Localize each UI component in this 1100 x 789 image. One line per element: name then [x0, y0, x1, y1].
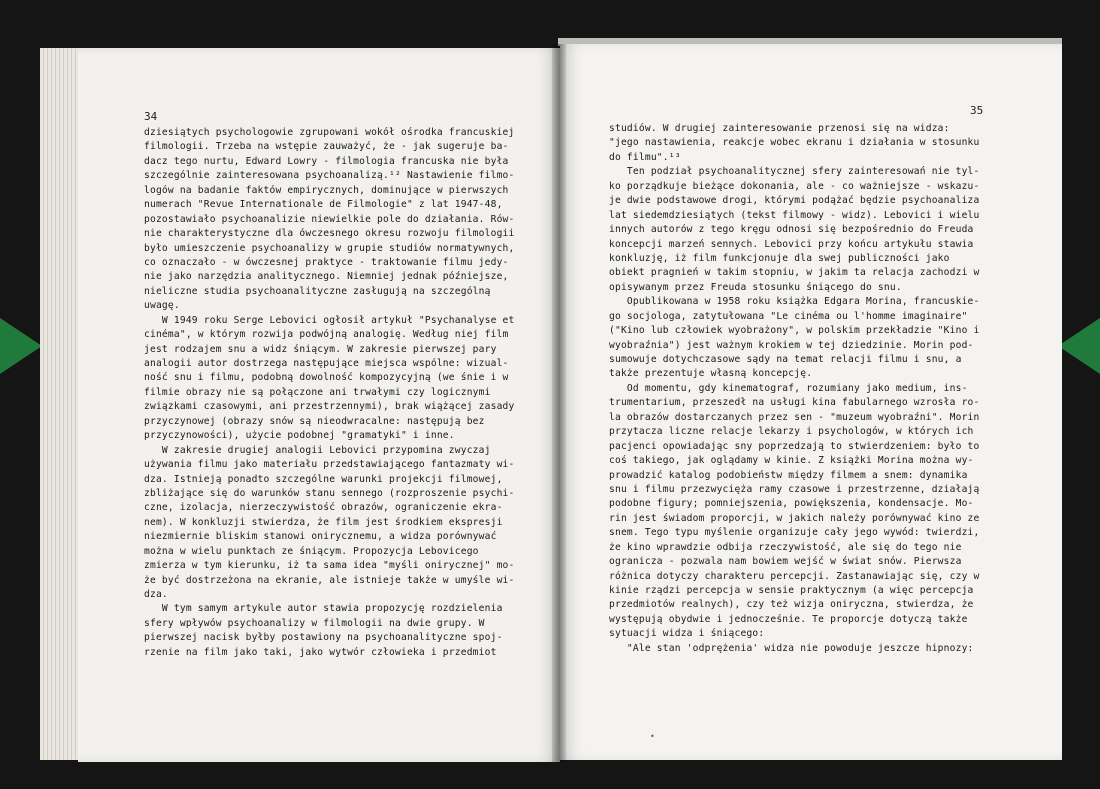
- text-line: do filmu".¹³: [609, 151, 681, 163]
- text-line: przytacza liczne relacje lekarzy i psychologów, w których ich: [609, 426, 974, 438]
- text-line: można w wielu punktach ze śniącym. Propozycja Lebovicego: [144, 545, 479, 557]
- text-line: ("Kino lub człowiek wyobrażony", w polskim przekładzie "Kino i: [609, 325, 980, 337]
- text-line: prowadzić katalog podobieństw między filmem a snem: dynamika: [609, 469, 968, 481]
- book-gutter: [552, 44, 566, 762]
- text-line: używania filmu jako materiału przedstawiającego fantazmaty wi-: [144, 459, 515, 471]
- text-line: sfery wpływów psychoanalizy w filmologii na dwie grupy. W: [144, 617, 485, 629]
- text-line: występują obydwie i jednocześnie. Te proporcje dotyczą także: [609, 613, 968, 625]
- text-line: ko porządkuje bieżące dokonania, ale - co ważniejsze - wskazu-: [609, 180, 980, 192]
- text-line: lat siedemdziesiątych (tekst filmowy - widz). Lebovici i wielu: [609, 209, 980, 221]
- text-line: jest rodzajem snu a widz śniącym. W zakresie pierwszej pary: [144, 343, 497, 355]
- text-line: przedmiotów realnych), czy też wizja oniryczna, stwierdza, że: [609, 599, 974, 611]
- text-line: dziesiątych psychologowie zgrupowani wokół ośrodka francuskiej: [144, 127, 515, 138]
- text-line: dza. Istnieją ponadto szczególne warunki projekcji filmowej,: [144, 473, 503, 485]
- text-line: niezmiernie bliskim stanowi onirycznemu, a widza porównywać: [144, 531, 497, 543]
- green-tab-left: [0, 318, 42, 374]
- text-line: że kino wprawdzie odbija rzeczywistość, ale się do tego nie: [609, 541, 962, 553]
- page-number-right: 35: [970, 104, 984, 117]
- text-line: W tym samym artykule autor stawia propozycję rozdzielenia: [144, 603, 503, 615]
- text-line: studiów. W drugiej zainteresowanie przenosi się na widza:: [609, 123, 950, 134]
- left-page-text: [144, 126, 515, 660]
- page-number-left: 34: [144, 110, 158, 123]
- text-line: różnica dotyczy charakteru percepcji. Zastanawiając się, czy w: [609, 570, 980, 582]
- text-line: analogii autor dostrzega następujące miejsca wspólne: wizual-: [144, 358, 509, 369]
- green-tab-right: [1058, 318, 1100, 374]
- left-page: [78, 48, 560, 762]
- text-line: pierwszej nacisk byłby postawiony na psychoanalityczne spoj-: [144, 632, 503, 644]
- right-page-text: [609, 122, 980, 656]
- text-line: przyczynowej (obrazy snów są nieodwracalne: następują bez: [144, 415, 485, 427]
- text-line: la obrazów dostarczanych przez sen - "muzeum wyobraźni". Morin: [609, 411, 980, 423]
- text-line: "jego nastawienia, reakcje wobec ekranu i działania w stosunku: [609, 137, 980, 149]
- text-line: nie charakterystyczne dla ówczesnego okresu rozwoju filmologii: [144, 228, 515, 240]
- text-line: go socjologa, zatytułowana "Le cinéma ou l'homme imaginaire": [609, 310, 968, 322]
- text-line: cinéma", w którym rozwija podwójną analogię. Według niej film: [144, 329, 509, 341]
- right-page: [560, 44, 1062, 760]
- text-line: "Ale stan 'odprężenia' widza nie powoduje jeszcze hipnozy:: [609, 642, 974, 654]
- text-line: je dwie podstawowe drogi, którymi podążać będzie psychoanaliza: [609, 195, 980, 207]
- text-line: związkami czasowymi, ani przestrzennymi), brak wiążącej zasady: [144, 401, 515, 413]
- text-line: że być dostrzeżona na ekranie, ale istnieje także w umyśle wi-: [144, 574, 515, 586]
- text-line: nie jako narzędzia analitycznego. Niemniej jednak późniejsze,: [144, 271, 509, 283]
- text-line: uwagę.: [144, 300, 180, 312]
- text-line: wyobraźnia") jest ważnym krokiem w tej dziedzinie. Morin pod-: [609, 339, 974, 351]
- text-line: sumowuje dotychczasowe sądy na temat relacji filmu i snu, a: [609, 354, 962, 365]
- stray-mark: •: [650, 732, 655, 741]
- text-line: szczególnie zainteresowana psychoanalizą.¹² Nastawienie filmo-: [144, 170, 515, 182]
- text-line: numerach "Revue Internationale de Filmologie" z lat 1947-48,: [144, 199, 503, 211]
- text-line: nem). W konkluzji stwierdza, że film jest środkiem ekspresji: [144, 516, 503, 528]
- text-line: ogranicza - pozwala nam bowiem wejść w świat snów. Pierwsza: [609, 556, 962, 568]
- text-line: dacz tego nurtu, Edward Lowry - filmologia francuska nie była: [144, 155, 509, 167]
- text-line: trumentarium, przeszedł na usługi kina fabularnego wzrosła ro-: [609, 397, 980, 409]
- text-line: rin jest świadom proporcji, w jakich należy porównywać kino ze: [609, 512, 980, 524]
- text-line: snu i filmu przezwycięża ramy czasowe i przestrzenne, działają: [609, 483, 980, 495]
- text-line: kinie rządzi percepcja w sensie praktycznym (a więc percepcja: [609, 585, 974, 596]
- text-line: filmologii. Trzeba na wstępie zauważyć, że - jak sugeruje ba-: [144, 141, 509, 153]
- text-line: pozostawiało psychoanalizie niewielkie pole do działania. Rów-: [144, 213, 515, 225]
- text-line: dza.: [144, 589, 168, 600]
- text-line: filmie obrazy nie są połączone ani trwałymi czy logicznymi: [144, 386, 491, 398]
- text-line: pacjenci opowiadając sny poprzedzają to stwierdzeniem: było to: [609, 440, 980, 452]
- text-line: ność snu i filmu, podobną dowolność kompozycyjną (we śnie i w: [144, 372, 509, 384]
- text-line: podobne figury; pomniejszenia, powiększenia, kondensacje. Mo-: [609, 498, 974, 510]
- text-line: innych autorów z tego kręgu odnosi się bezpośrednio do Freuda: [609, 224, 974, 236]
- text-line: co oznaczało - w ówczesnej praktyce - traktowanie filmu jedy-: [144, 256, 509, 268]
- text-line: Od momentu, gdy kinematograf, rozumiany jako medium, ins-: [609, 382, 968, 394]
- text-line: zmierza w tym kierunku, iż ta sama idea "myśli onirycznej" mo-: [144, 560, 515, 572]
- text-line: snem. Tego typu myślenie organizuje cały jego wywód: twierdzi,: [609, 527, 980, 539]
- text-line: obiekt pragnień w takim stopniu, w jakim ta relacja zachodzi w: [609, 267, 980, 279]
- text-line: W 1949 roku Serge Lebovici ogłosił artykuł "Psychanalyse et: [144, 314, 515, 326]
- text-line: logów na badanie faktów empirycznych, dominujące w pierwszych: [144, 184, 509, 196]
- text-line: przyczynowości), użycie podobnej "gramatyki" i inne.: [144, 430, 455, 442]
- text-line: czne, izolacja, nierzeczywistość obrazów, ograniczenie ekra-: [144, 502, 503, 514]
- text-line: zbliżające się do warunków stanu sennego (rozproszenie psychi-: [144, 487, 515, 499]
- text-line: opisywanym przez Freuda stosunku śniącego do snu.: [609, 281, 902, 293]
- page-stack-edge: [40, 48, 80, 760]
- text-line: coś takiego, jak oglądamy w kinie. Z książki Morina można wy-: [609, 455, 974, 467]
- text-line: konkluzję, iż film funkcjonuje dla swej publiczności jako: [609, 252, 950, 264]
- text-line: Ten podział psychoanalitycznej sfery zainteresowań nie tyl-: [609, 166, 980, 178]
- text-line: nieliczne studia psychoanalityczne zasługują na szczególną: [144, 285, 491, 297]
- text-line: sytuacji widza i śniącego:: [609, 628, 765, 640]
- text-line: Opublikowana w 1958 roku książka Edgara Morina, francuskie-: [609, 296, 980, 308]
- text-line: W zakresie drugiej analogii Lebovici przypomina zwyczaj: [144, 444, 491, 456]
- text-line: koncepcji marzeń sennych. Lebovici przy końcu artykułu stawia: [609, 238, 974, 250]
- text-line: rzenie na film jako taki, jako wytwór człowieka i przedmiot: [144, 646, 497, 658]
- text-line: było umieszczenie psychoanalizy w grupie studiów normatywnych,: [144, 242, 515, 254]
- text-line: także prezentuje własną koncepcję.: [609, 368, 813, 380]
